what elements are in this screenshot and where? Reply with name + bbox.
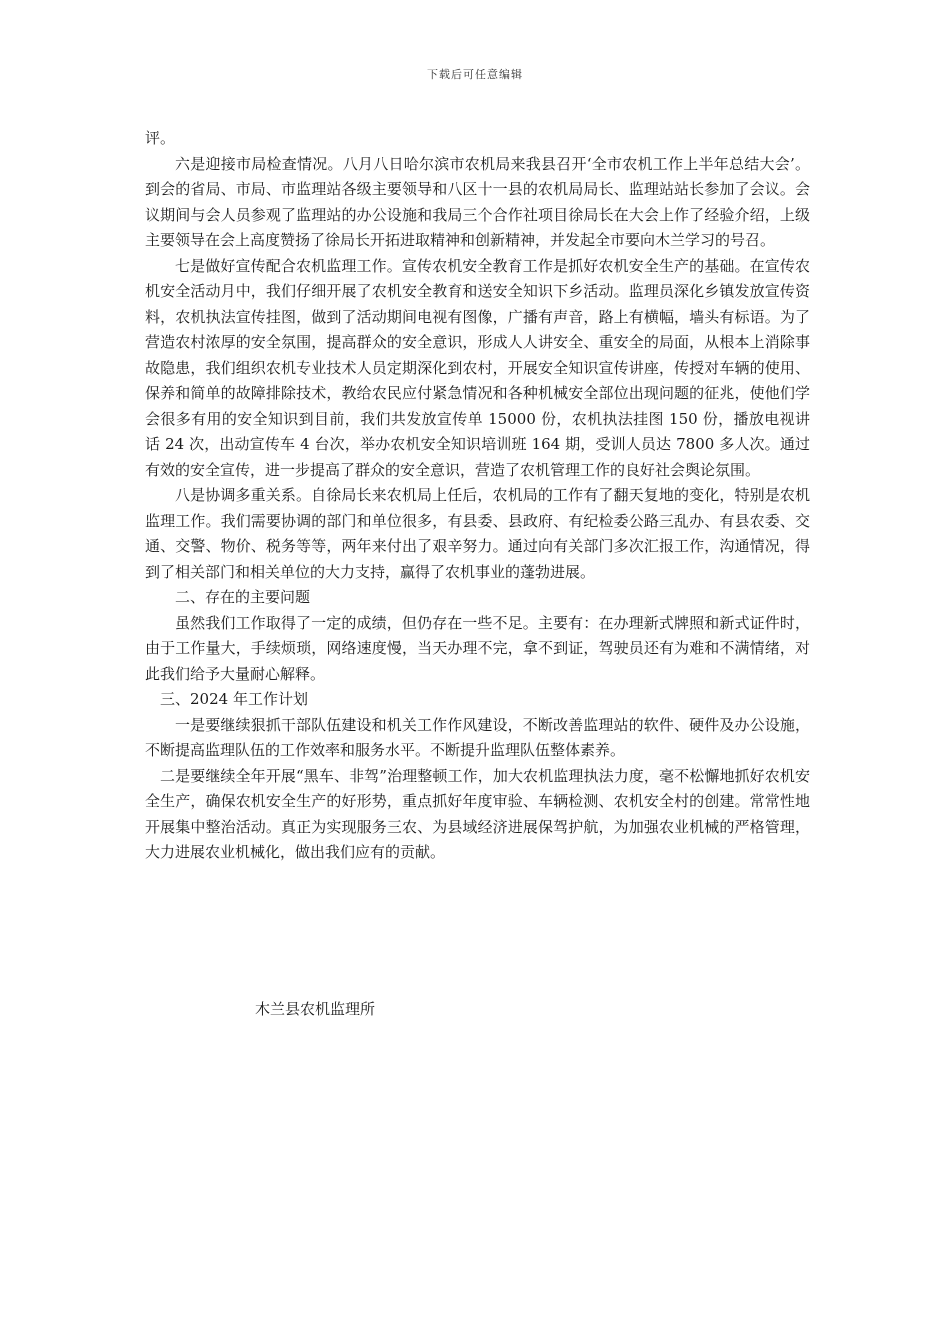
page-header: 下载后可任意编辑: [427, 68, 523, 81]
paragraph-plan-two: 二是要继续全年开展“黑车、非驾”治理整顿工作，加大农机监理执法力度，毫不松懈地抓好农机安全生产，确保农机安全生产的好形势，重点抓好年度审验、车辆检测、农机安全村的创建。常常性地开展集中整治活动。真正为实现服务三农、为县域经济进展保驾护航，为加强农业机械的严格管理，大力进展农业机械化，做出我们应有的贡献。: [145, 766, 810, 861]
paragraph-item-six: 六是迎接市局检查情况。八月八日哈尔滨市农机局来我县召开‘全市农机工作上半年总结大会’。到会的省局、市局、市监理站各级主要领导和八区十一县的农机局局长、监理站站长参加了会议。会议期间与会人员参观了监理站的办公设施和我局三个合作社项目徐局长在大会上作了经验介绍，上级主要领导在会上高度赞扬了徐局长开拓进取精神和创新精神，并发起全市要向木兰学习的号召。: [145, 154, 810, 249]
paragraph-item-seven: 七是做好宣传配合农机监理工作。宣传农机安全教育工作是抓好农机安全生产的基础。在宣传农机安全活动月中，我们仔细开展了农机安全教育和送安全知识下乡活动。监理员深化乡镇发放宣传资料，农机执法宣传挂图，做到了活动期间电视有图像，广播有声音，路上有横幅，墙头有标语。为了营造农村浓厚的安全氛围，提高群众的安全意识，形成人人讲安全、重安全的局面，从根本上消除事故隐患，我们组织农机专业技术人员定期深化到农村，开展安全知识宣传讲座，传授对车辆的使用、保养和简单的故障排除技术，教给农民应付紧急情况和各种机械安全部位出现问题的征兆，使他们学会很多有用的安全知识到目前，我们共发放宣传单 15000 份，农机执法挂图 150 份，播放电视讲话 24 次，出动宣传车 4 台次，举办农机安全知识培训班 164 期，受训人员达 7800 多人次。通过有效的安全宣传，进一步提高了群众的安全意识，营造了农机管理工作的良好社会舆论氛围。: [145, 256, 810, 479]
paragraph-item-eight: 八是协调多重关系。自徐局长来农机局上任后，农机局的工作有了翻天复地的变化，特别是农机监理工作。我们需要协调的部门和单位很多，有县委、县政府、有纪检委公路三乱办、有县农委、交通、交警、物价、税务等等，两年来付出了艰辛努力。通过向有关部门多次汇报工作，沟通情况，得到了相关部门和相关单位的大力支持，赢得了农机事业的蓬勃进展。: [145, 486, 810, 581]
section-heading-plan: 三、2024 年工作计划: [160, 690, 308, 708]
paragraph-plan-one: 一是要继续狠抓干部队伍建设和机关工作作风建设，不断改善监理站的软件、硬件及办公设施，不断提高监理队伍的工作效率和服务水平。不断提升监理队伍整体素养。: [145, 715, 810, 759]
paragraph-continuation: 评。: [145, 129, 176, 147]
document-body: [145, 126, 810, 866]
paragraph-problems: 虽然我们工作取得了一定的成绩，但仍存在一些不足。主要有：在办理新式牌照和新式证件时，由于工作量大，手续烦琐，网络速度慢，当天办理不完，拿不到证，驾驶员还有为难和不满情绪，对此我们给予大量耐心解释。: [145, 613, 810, 683]
signature-organization: 木兰县农机监理所: [255, 1000, 376, 1018]
section-heading-problems: 二、存在的主要问题: [175, 588, 311, 606]
